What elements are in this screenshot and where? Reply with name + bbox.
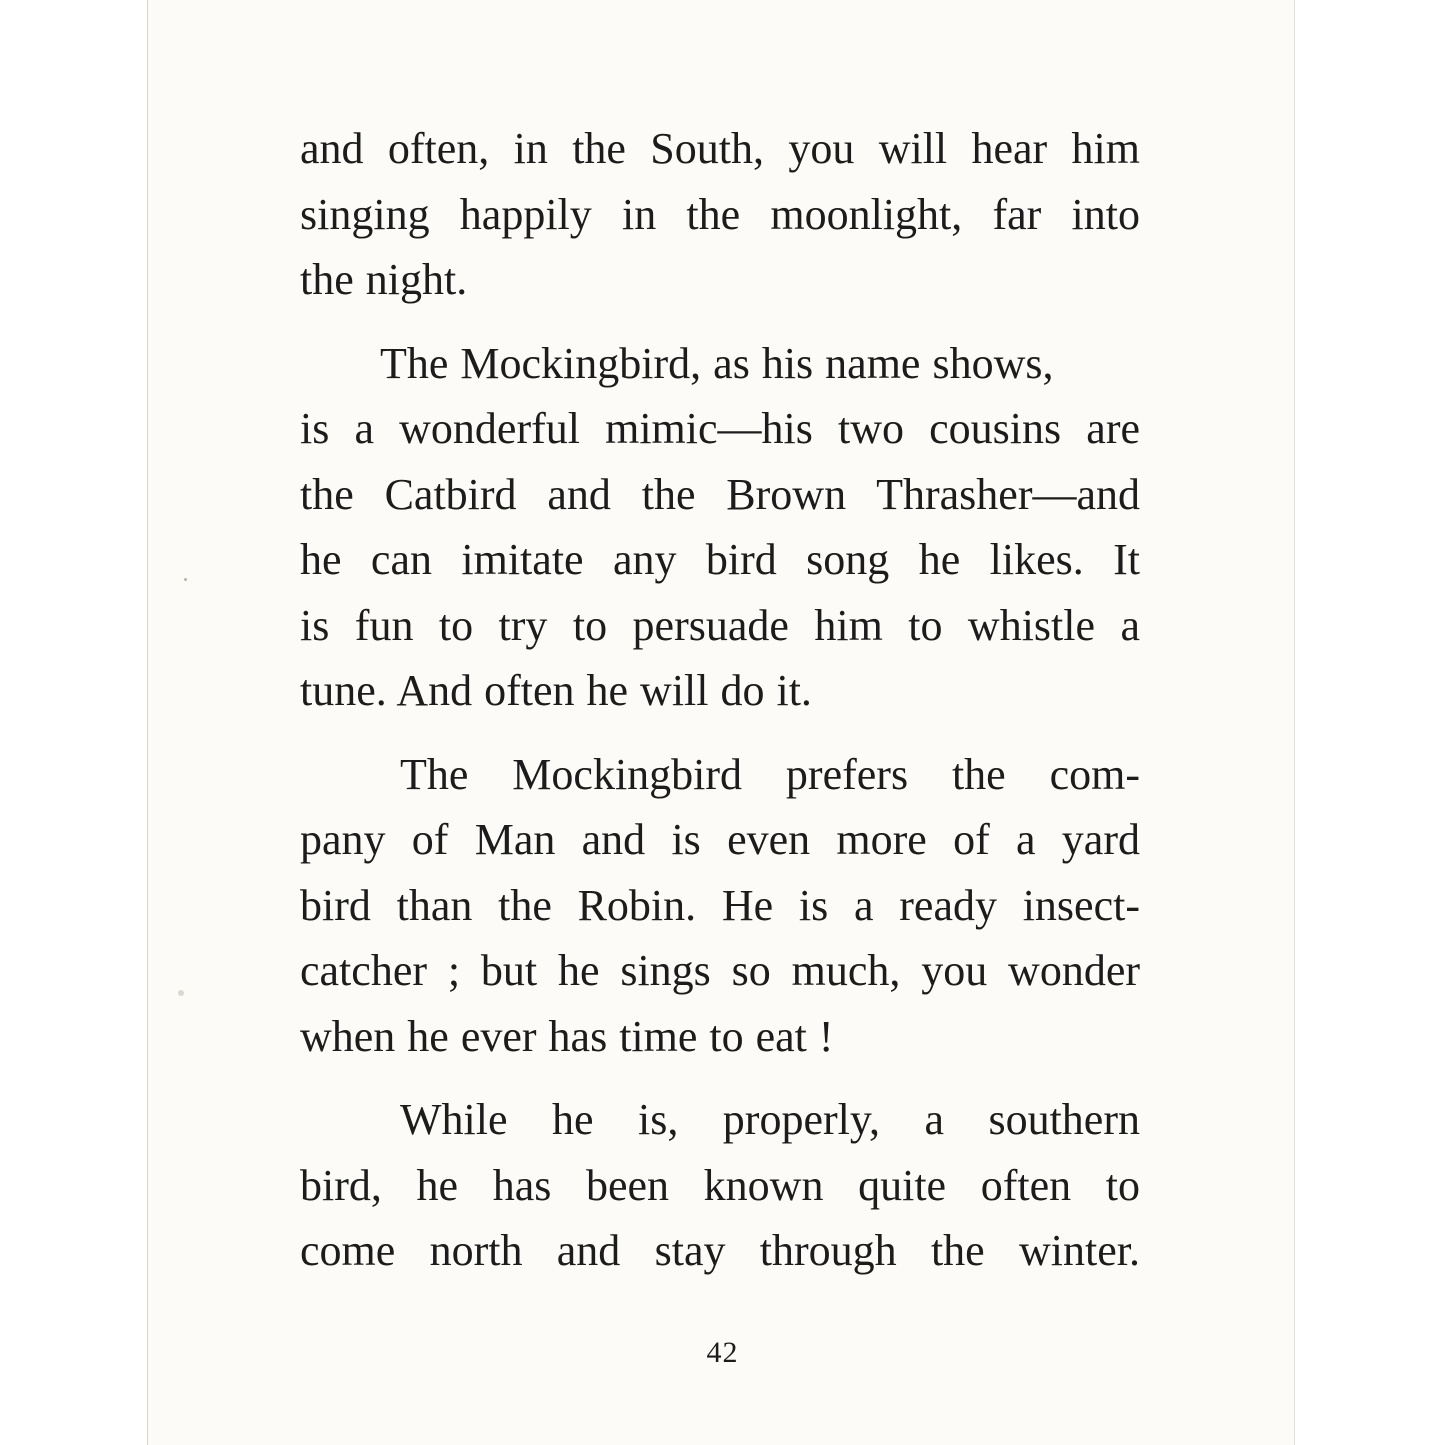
text-line: tune. And often he will do it.	[300, 666, 812, 715]
text-line: the night.	[300, 255, 468, 304]
text-line: and often, in the South, you will hear him	[300, 124, 1140, 173]
text-line: is a wonderful mimic—his two cousins are	[300, 404, 1140, 453]
text-line: While he is, properly, a southern	[400, 1095, 1140, 1144]
text-line: come north and stay through the winter.	[300, 1226, 1140, 1275]
page-number: 42	[706, 1336, 739, 1369]
text-line: he can imitate any bird song he likes. It	[300, 535, 1140, 584]
text-line: when he ever has time to eat !	[300, 1011, 834, 1061]
text-line: pany of Man and is even more of a yard	[300, 815, 1140, 864]
text-line: bird than the Robin. He is a ready insect-	[300, 880, 1140, 930]
text-line: the Catbird and the Brown Thrasher—and	[300, 469, 1140, 519]
body-text	[300, 116, 1140, 1302]
text-line: The Mockingbird, as his name shows,	[380, 338, 1054, 388]
text-line: catcher ; but he sings so much, you wonder	[300, 946, 1140, 995]
paper-speck	[184, 578, 187, 581]
paragraph-4	[300, 1087, 1140, 1284]
paragraph-2	[300, 331, 1140, 724]
text-line: bird, he has been known quite often to	[300, 1160, 1140, 1210]
paper-speck	[178, 990, 184, 996]
paragraph-3	[300, 742, 1140, 1070]
text-line: The Mockingbird prefers the com-	[400, 749, 1140, 799]
paragraph-1	[300, 116, 1140, 313]
text-line: singing happily in the moonlight, far into	[300, 189, 1140, 239]
text-line: is fun to try to persuade him to whistle a	[300, 600, 1140, 650]
